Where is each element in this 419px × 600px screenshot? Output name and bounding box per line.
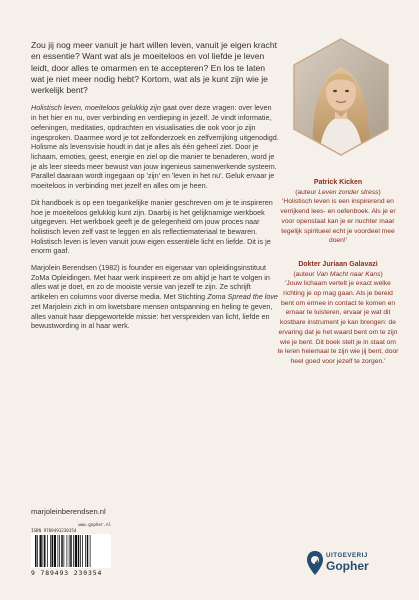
- author-bio-text-a: Marjolein Berendsen (1982) is founder en eigenaar van opleidingsinstituut ZoMa Opleidingen. Met haar werk inspireert ze om altijd je hart te volgen in alles wat je doet, en zo de mooiste versie van jezelf te zijn. Ze schrijft artikelen en columns voor diverse media. Met Stichting: [31, 263, 270, 302]
- author-photo: [291, 37, 391, 157]
- description-paragraph: [31, 103, 279, 190]
- blurb-column: [31, 40, 279, 338]
- publisher-logo: [305, 550, 395, 578]
- endorsement: [277, 260, 399, 367]
- publisher-url: www.gopher.nl: [78, 522, 111, 527]
- barcode-bars: [31, 534, 111, 568]
- publisher-name: Gopher: [326, 559, 369, 573]
- author-website[interactable]: marjoleinberendsen.nl: [31, 507, 106, 516]
- book-title-italic: Holistisch leven, moeiteloos gelukkig zijn: [31, 103, 161, 113]
- gopher-logo-icon: [305, 550, 325, 576]
- role-prefix: (auteur: [293, 270, 317, 278]
- publisher-label: UITGEVERIJ: [326, 552, 368, 559]
- description-text: gaat over deze vragen: over leven in het hier en nu, over verbinding en verdieping in jezelf. Je vindt informatie, oefeningen, meditaties, opdrachten en visualisaties die ook voor jo zijn ingesproken. Daarmee word je tot zelfonderzoek en zelfverrijking uitgenodigd. Holisme als levensvisie houdt in dat je alles als één geheel ziet. Door je lichaam, emoties, geest, energie en ziel op die manier te benaderen, word je je als leer steeds meer bewust van jouw ingenieus samenwerkende systeem. Parallel daaraan wordt ingegaan op 'zijn' en 'leven in het nu'. Geluk ervaar je moeiteloos in verbinding met jezelf en alles om je heen.: [31, 103, 279, 191]
- barcode-block: [31, 522, 111, 577]
- endorser-name: Dokter Juriaan Galavazi: [298, 260, 378, 268]
- role-suffix: ): [378, 188, 381, 196]
- isbn-digits: 9 789493 230354: [31, 569, 103, 577]
- intro-text: Zou jij nog meer vanuit je hart willen leven, vanuit je eigen kracht en essentie? Want wat als je moeiteloos en vol liefde je leven leidt, door alles te omarmen en te accepteren? En los te laten wat je niet meer nodig hebt? Kortom, wat als je kunt zijn wie je werkelijk bent?: [31, 40, 278, 96]
- role-book: Van Macht naar Kans: [316, 270, 381, 278]
- isbn-label: ISBN 9789493230354: [31, 528, 77, 533]
- foundation-name: Zoma Spread the love: [207, 292, 278, 302]
- endorsement: [277, 178, 399, 246]
- endorser-name: Patrick Kicken: [313, 179, 363, 186]
- handbook-paragraph: Dit handboek is op een toegankelijke manier geschreven om je te inspireren hoe je moeiteloos gelukkig kunt zijn. Daarbij is het gelijknamige werkboek uitgegeven. Het werkboek geeft je de gelegenheid om jouw proces naar holistisch leven zelf vast te leggen en als reflectiemateriaal te bewaren. Holistisch leven is leven vanuit jouw eigen essentiële licht en liefde. Dit is je enorm gaaf.: [31, 197, 273, 256]
- role-book: Leven zonder stress: [318, 188, 379, 196]
- endorser-role: [277, 188, 399, 198]
- endorser-role: [277, 270, 399, 280]
- endorsement-quote: 'Holistisch leven is een inspirerend en verrijkend lees- en oefenboek. Als je er voor openstaat kan je er nuchter maar tegelijk spiritueel echt je voordeel mee doen!': [280, 198, 396, 245]
- role-suffix: ): [380, 270, 383, 278]
- author-bio-paragraph: [31, 263, 279, 331]
- role-prefix: (auteur: [295, 188, 319, 196]
- author-bio-text-b: zet Marjolein zich in om kwetsbare mensen ontspanning en heling te geven, alles vanuit haar diepgewortelde missie: het verspreiden van licht, liefde en bewustwording in al haar werk.: [31, 301, 273, 331]
- endorsement-quote: 'Jouw lichaam vertelt je exact welke richting je op mag gaan. Als je bereid bent om ermee in contact te komen en ernaar te luisteren, ervaar je wat dit kostbare instrument je kan brengen: de ervaring dat je het waard bent om te zijn wie je bent. Dit boek stelt je in staat om te leren helemaal te zijn wie jij bent, door heel goed voor jezelf te zorgen.': [277, 280, 399, 365]
- endorsements: [277, 178, 399, 367]
